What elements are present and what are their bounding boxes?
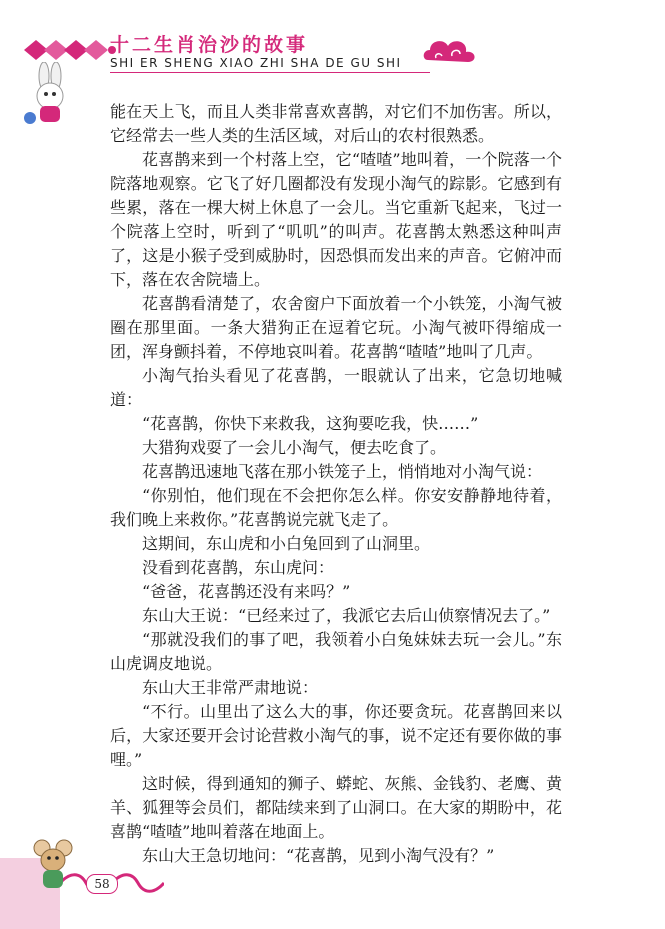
paragraph: “花喜鹊，你快下来救我，这狗要吃我，快……” bbox=[142, 414, 479, 433]
paragraph: 东山大王急切地问：“花喜鹊，见到小淘气没有？” bbox=[142, 846, 495, 865]
paragraph: 东山大王说：“已经来过了，我派它去后山侦察情况去了。” bbox=[142, 606, 551, 625]
paragraph: “爸爸，花喜鹊还没有来吗？” bbox=[142, 582, 351, 601]
paragraph: 大猎狗戏耍了一会儿小淘气，便去吃食了。 bbox=[142, 438, 447, 457]
book-title: 十二生肖治沙的故事 bbox=[110, 34, 309, 56]
paragraph: “那就没我们的事了吧，我领着小白兔妹妹去玩一会儿。”东山虎调皮地说。 bbox=[110, 630, 562, 673]
paragraph: 花喜鹊看清楚了，农舍窗户下面放着一个小铁笼，小淘气被圈在那里面。一条大猎狗正在逗着它玩。小淘气被吓得缩成一团，浑身颤抖着，不停地哀叫着。花喜鹊“喳喳”地叫了几声。 bbox=[110, 294, 562, 361]
page-number: 58 bbox=[86, 874, 118, 894]
knot-ornament-icon bbox=[22, 36, 117, 64]
paragraph: 没看到花喜鹊，东山虎问： bbox=[142, 558, 335, 577]
paragraph: 这期间，东山虎和小白兔回到了山洞里。 bbox=[142, 534, 431, 553]
paragraph: “不行。山里出了这么大的事，你还要贪玩。花喜鹊回来以后，大家还要开会讨论营救小淘气的事，说不定还有要你做的事哩。” bbox=[110, 702, 562, 769]
paragraph: 能在天上飞，而且人类非常喜欢喜鹊，对它们不加伤害。所以，它经常去一些人类的生活区域，对后山的农村很熟悉。 bbox=[110, 102, 562, 145]
paragraph: 东山大王非常严肃地说： bbox=[142, 678, 319, 697]
header-divider bbox=[110, 72, 430, 73]
paragraph: 小淘气抬头看见了花喜鹊，一眼就认了出来，它急切地喊道： bbox=[110, 366, 562, 409]
paragraph: 这时候，得到通知的狮子、蟒蛇、灰熊、金钱豹、老鹰、黄羊、狐狸等会员们，都陆续来到了山洞口。在大家的期盼中，花喜鹊“喳喳”地叫着落在地面上。 bbox=[110, 774, 562, 841]
paragraph: 花喜鹊迅速地飞落在那小铁笼子上，悄悄地对小淘气说： bbox=[142, 462, 543, 481]
page-body bbox=[110, 100, 562, 868]
paragraph: 花喜鹊来到一个村落上空，它“喳喳”地叫着，一个院落一个院落地观察。它飞了好几圈都没有发现小淘气的踪影。它感到有些累，落在一棵大树上休息了一会儿。当它重新飞起来，飞过一个院落上空时，听到了“叽叽”的叫声。花喜鹊太熟悉这种叫声了，这是小猴子受到威胁时，因恐惧而发出来的声音。它俯冲而下，落在农舍院墙上。 bbox=[110, 150, 562, 289]
mouse-mascot-icon bbox=[30, 838, 76, 894]
cloud-ornament-icon bbox=[420, 34, 480, 70]
paragraph: “你别怕，他们现在不会把你怎么样。你安安静静地待着，我们晚上来救你。”花喜鹊说完就飞走了。 bbox=[110, 486, 562, 529]
rabbit-mascot-icon bbox=[18, 62, 88, 128]
book-subtitle: SHI ER SHENG XIAO ZHI SHA DE GU SHI bbox=[110, 56, 402, 70]
